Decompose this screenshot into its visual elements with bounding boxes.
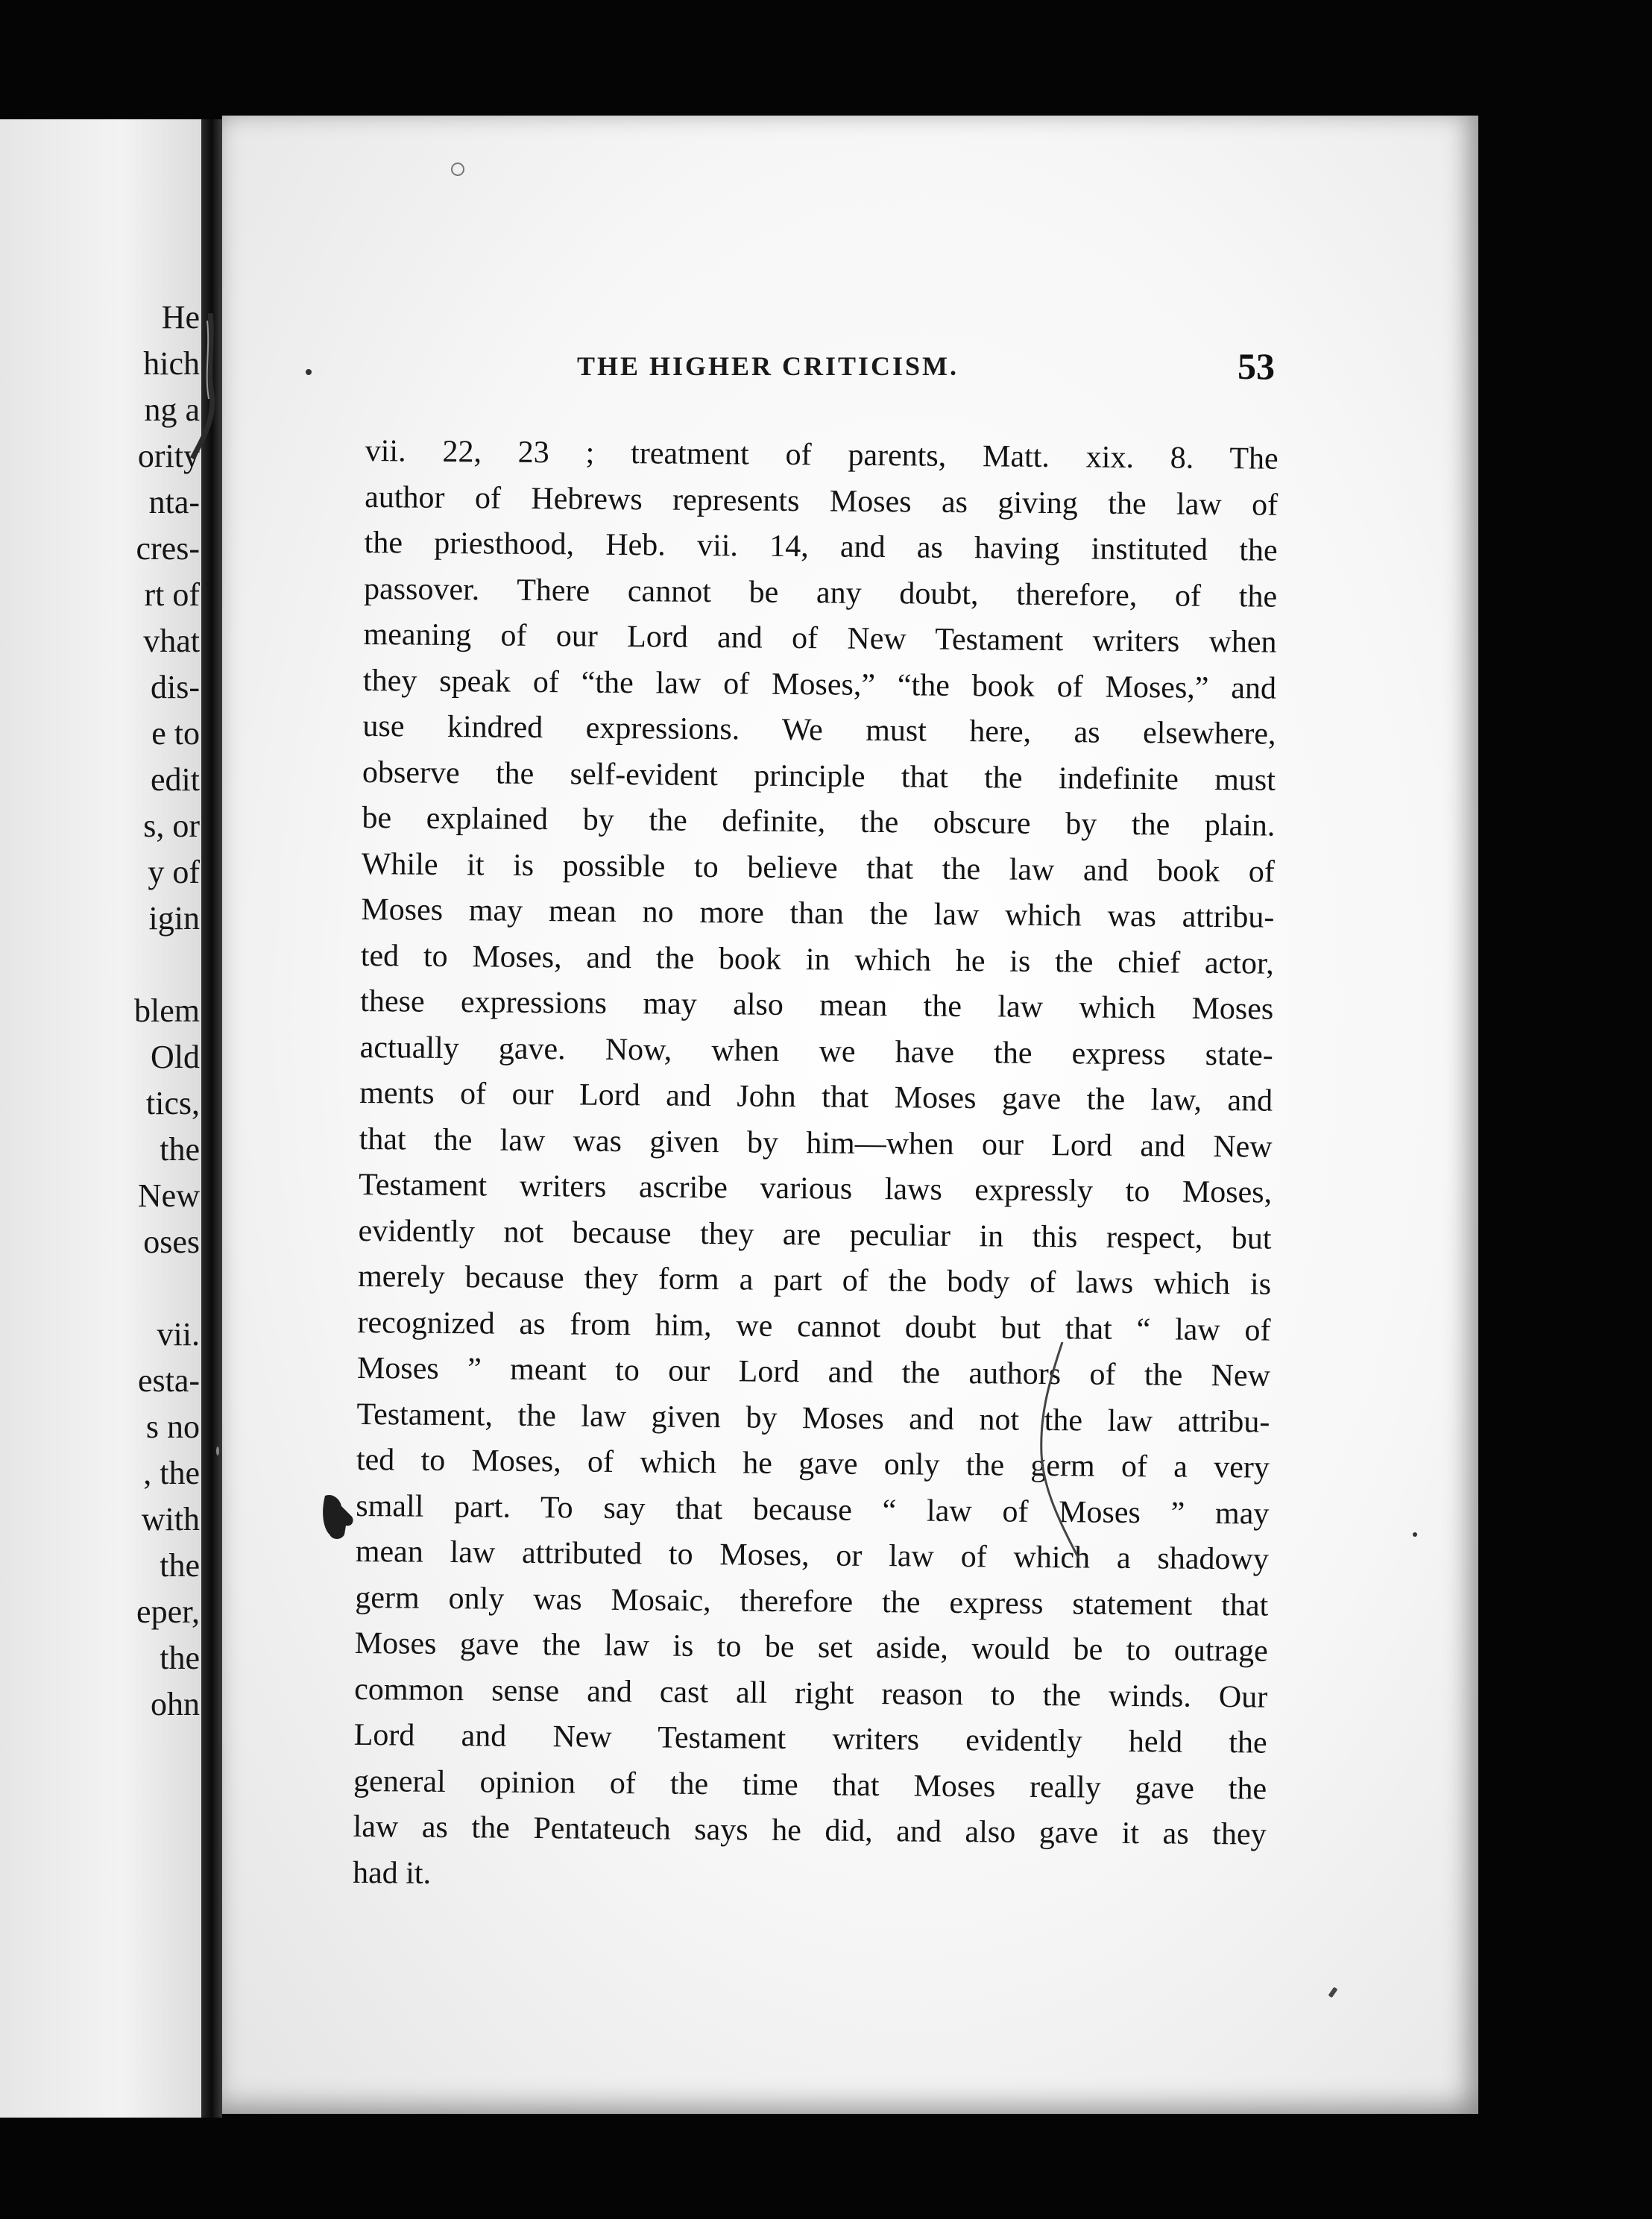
text-line: mean law attributed to Moses, or law of which a shadowy bbox=[355, 1534, 1270, 1577]
text-line: meaning of our Lord and of New Testament writers when bbox=[363, 617, 1277, 660]
page-number: 53 bbox=[1238, 345, 1275, 387]
previous-page-fragment: New bbox=[137, 1177, 200, 1214]
text-line: germ only was Mosaic, therefore the express statement that bbox=[355, 1580, 1269, 1623]
previous-page-fragment: esta- bbox=[137, 1362, 200, 1399]
previous-page-fragment: with bbox=[141, 1501, 200, 1537]
scan-speck bbox=[306, 369, 312, 375]
previous-page-fragment: eper, bbox=[136, 1593, 200, 1630]
text-line: ted to Moses, and the book in which he is the chief actor, bbox=[360, 938, 1274, 981]
previous-page-fragment: Old bbox=[151, 1039, 200, 1075]
manicule-icon bbox=[319, 1491, 356, 1543]
text-line: had it. bbox=[352, 1855, 432, 1891]
previous-page-fragment: the bbox=[160, 1547, 200, 1584]
previous-page-fragment: y of bbox=[148, 854, 200, 890]
previous-page-fragment: ohn bbox=[151, 1686, 200, 1722]
previous-page-fragment: cres- bbox=[136, 530, 200, 567]
page-body-text bbox=[353, 429, 1279, 1904]
previous-page-fragment: tics, bbox=[145, 1085, 200, 1121]
previous-page-fragment: ng a bbox=[144, 391, 200, 428]
previous-page-fragment: edit bbox=[151, 761, 200, 798]
previous-page-fragment: igin bbox=[148, 900, 200, 937]
running-header bbox=[395, 345, 1275, 395]
previous-page-fragment: hich bbox=[143, 345, 200, 382]
text-line: vii. 22, 23 ; treatment of parents, Matt. xix. 8. The bbox=[365, 433, 1279, 476]
text-line: While it is possible to believe that the law and book of bbox=[361, 846, 1276, 890]
text-line: ted to Moses, of which he gave only the germ of a very bbox=[356, 1442, 1270, 1485]
text-line: Moses ” meant to our Lord and the authors of the New bbox=[356, 1350, 1271, 1394]
bookmark-ribbon-icon bbox=[188, 313, 219, 462]
previous-page-fragment: s no bbox=[145, 1408, 200, 1445]
text-line: merely because they form a part of the body of laws which is bbox=[357, 1259, 1272, 1302]
scan-speck bbox=[1413, 1532, 1417, 1537]
text-line: they speak of “the law of Moses,” “the book of Moses,” and bbox=[362, 663, 1277, 706]
text-line: ments of our Lord and John that Moses gave the law, and bbox=[359, 1075, 1273, 1118]
page-title: THE HIGHER CRITICISM. bbox=[576, 351, 959, 381]
text-line: the priesthood, Heb. vii. 14, and as having instituted the bbox=[364, 525, 1278, 568]
pen-mark-icon bbox=[1032, 1342, 1085, 1566]
previous-page-fragment: He bbox=[161, 299, 200, 336]
text-line: these expressions may also mean the law which Moses bbox=[360, 983, 1274, 1027]
previous-page-fragment: vii. bbox=[157, 1316, 200, 1353]
text-line: general opinion of the time that Moses really gave the bbox=[353, 1763, 1267, 1807]
text-line: common sense and cast all right reason to the winds. Our bbox=[354, 1672, 1268, 1715]
scan-speck bbox=[216, 1447, 219, 1455]
text-line: Lord and New Testament writers evidently held the bbox=[353, 1717, 1267, 1760]
text-line: Testament writers ascribe various laws expressly to Moses, bbox=[358, 1167, 1273, 1210]
text-line: recognized as from him, we cannot doubt but that “ law of bbox=[357, 1305, 1271, 1348]
previous-page-fragment: dis- bbox=[151, 669, 200, 705]
previous-page-fragment: nta- bbox=[148, 484, 200, 520]
text-line: small part. To say that because “ law of Moses ” may bbox=[356, 1488, 1270, 1532]
previous-page-fragment: s, or bbox=[143, 808, 200, 844]
text-line: use kindred expressions. We must here, as elsewhere, bbox=[362, 708, 1276, 752]
previous-page-fragment: vhat bbox=[143, 623, 200, 659]
previous-page-fragment: blem bbox=[134, 992, 200, 1029]
previous-page-fragment: oses bbox=[143, 1224, 200, 1260]
text-line: evidently not because they are peculiar in this respect, but bbox=[358, 1213, 1272, 1256]
text-line: Moses may mean no more than the law which was attribu- bbox=[361, 892, 1275, 935]
text-line: law as the Pentateuch says he did, and also gave it as they bbox=[353, 1809, 1267, 1852]
text-line: actually gave. Now, when we have the express state- bbox=[359, 1030, 1273, 1073]
previous-page-edge bbox=[0, 119, 201, 2118]
previous-page-fragment: e to bbox=[151, 715, 200, 752]
text-line: be explained by the definite, the obscure by the plain. bbox=[362, 800, 1276, 843]
previous-page-fragment: the bbox=[160, 1131, 200, 1168]
text-line: that the law was given by him—when our Lord and New bbox=[359, 1121, 1273, 1165]
text-line: passover. There cannot be any doubt, therefore, of the bbox=[363, 571, 1278, 614]
scan-speck bbox=[451, 163, 464, 176]
text-line: Testament, the law given by Moses and not the law attribu- bbox=[356, 1397, 1270, 1440]
text-line: author of Hebrews represents Moses as giving the law of bbox=[365, 479, 1279, 523]
previous-page-fragment: the bbox=[160, 1640, 200, 1676]
text-line: observe the self-evident principle that the indefinite must bbox=[362, 755, 1276, 798]
previous-page-fragment: , the bbox=[143, 1455, 200, 1491]
text-line: Moses gave the law is to be set aside, would be to outrage bbox=[354, 1625, 1268, 1669]
previous-page-fragment: rt of bbox=[144, 576, 200, 613]
previous-page-fragment: ority bbox=[137, 438, 200, 474]
